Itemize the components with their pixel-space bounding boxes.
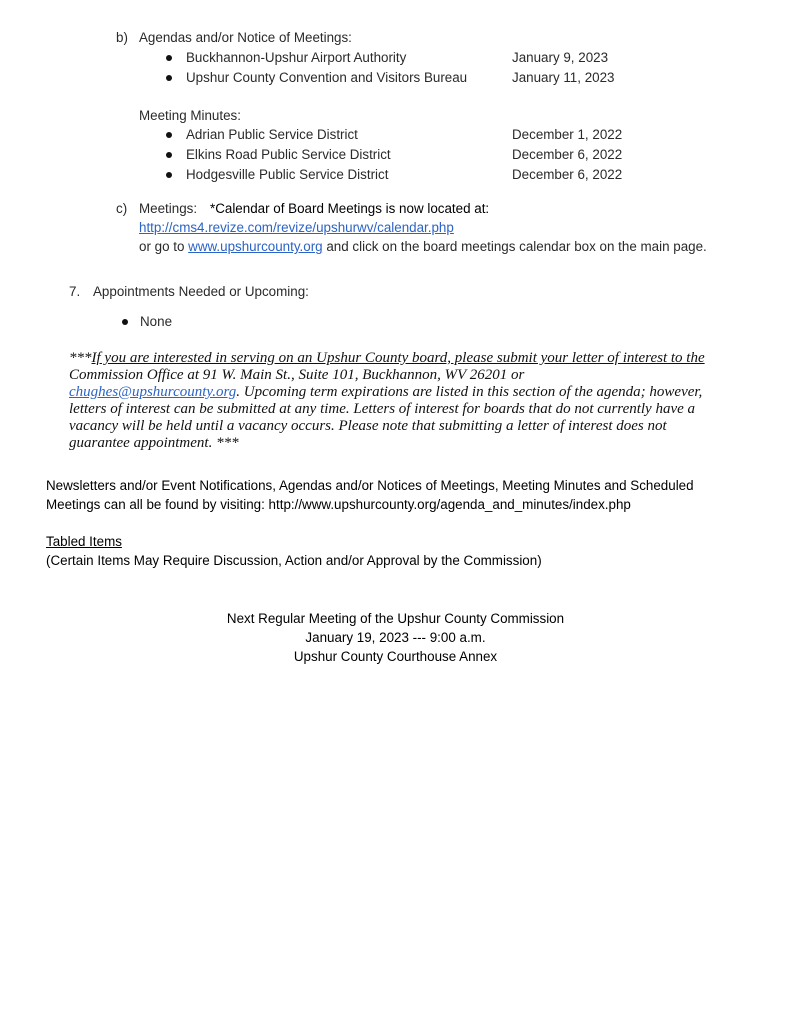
bullet-icon [166, 172, 172, 178]
minutes-item-date: December 1, 2022 [512, 127, 623, 142]
item7-heading: Appointments Needed or Upcoming: [93, 284, 309, 299]
bullet-icon [166, 132, 172, 138]
section-c-marker: c) [116, 201, 128, 216]
next-meeting-datetime: January 19, 2023 --- 9:00 a.m. [305, 630, 486, 645]
or-go-to-text: or go to [139, 239, 185, 254]
agenda-item-date: January 11, 2023 [512, 70, 615, 85]
bullet-icon [166, 75, 172, 81]
agenda-item-date: January 9, 2023 [512, 50, 609, 65]
minutes-item-name: Adrian Public Service District [186, 127, 358, 142]
section-c-label: Meetings: [139, 201, 198, 216]
agenda-item-name: Upshur County Convention and Visitors Bureau [186, 70, 468, 85]
next-meeting-block [0, 609, 791, 666]
section-b-marker: b) [116, 30, 128, 45]
site-line [139, 238, 707, 256]
notice-line [69, 350, 705, 367]
item7-number: 7. [69, 284, 81, 299]
next-meeting-location: Upshur County Courthouse Annex [293, 649, 498, 664]
newsletters-line: Meetings can all be found by visiting: http://www.upshurcounty.org/agenda_and_minutes/index.php [46, 497, 631, 512]
agenda-item-name: Buckhannon-Upshur Airport Authority [186, 50, 407, 65]
tabled-heading: Tabled Items [46, 534, 122, 549]
item7-bullet-text: None [140, 314, 173, 329]
notice-text: If you are interested in serving on an Upshur County board, please submit your letter of interest to the [91, 350, 705, 366]
notice-line: vacancy will be held until a vacancy occurs. Please note that submitting a letter of interest does not [69, 418, 667, 434]
email-link[interactable]: chughes@upshurcounty.org [69, 384, 237, 400]
calendar-link[interactable]: http://cms4.revize.com/revize/upshurwv/calendar.php [139, 220, 454, 235]
tabled-note: (Certain Items May Require Discussion, Action and/or Approval by the Commission) [46, 553, 542, 568]
site-link[interactable]: www.upshurcounty.org [188, 239, 323, 254]
newsletters-line: Newsletters and/or Event Notifications, Agendas and/or Notices of Meetings, Meeting Minutes and Scheduled [46, 478, 694, 493]
minutes-item-name: Elkins Road Public Service District [186, 147, 391, 162]
notice-line: Commission Office at 91 W. Main St., Suite 101, Buckhannon, WV 26201 or [69, 367, 525, 383]
notice-line: letters of interest can be submitted at any time. Letters of interest for boards that do not currently have a [69, 401, 696, 417]
next-meeting-title: Next Regular Meeting of the Upshur County Commission [226, 611, 565, 626]
notice-stars: *** [69, 350, 92, 366]
minutes-item-name: Hodgesville Public Service District [186, 167, 389, 182]
notice-text: . Upcoming term expirations are listed in this section of the agenda; however, [236, 384, 703, 400]
minutes-item-date: December 6, 2022 [512, 167, 623, 182]
bullet-icon [122, 319, 128, 325]
site-suffix-text: and click on the board meetings calendar box on the main page. [326, 239, 707, 254]
section-b-heading: Agendas and/or Notice of Meetings: [139, 30, 352, 45]
notice-line: guarantee appointment. *** [69, 435, 239, 451]
minutes-item-date: December 6, 2022 [512, 147, 623, 162]
notice-line [69, 384, 702, 401]
bullet-icon [166, 55, 172, 61]
calendar-note: *Calendar of Board Meetings is now located at: [210, 201, 490, 216]
minutes-heading: Meeting Minutes: [139, 108, 241, 123]
bullet-icon [166, 152, 172, 158]
